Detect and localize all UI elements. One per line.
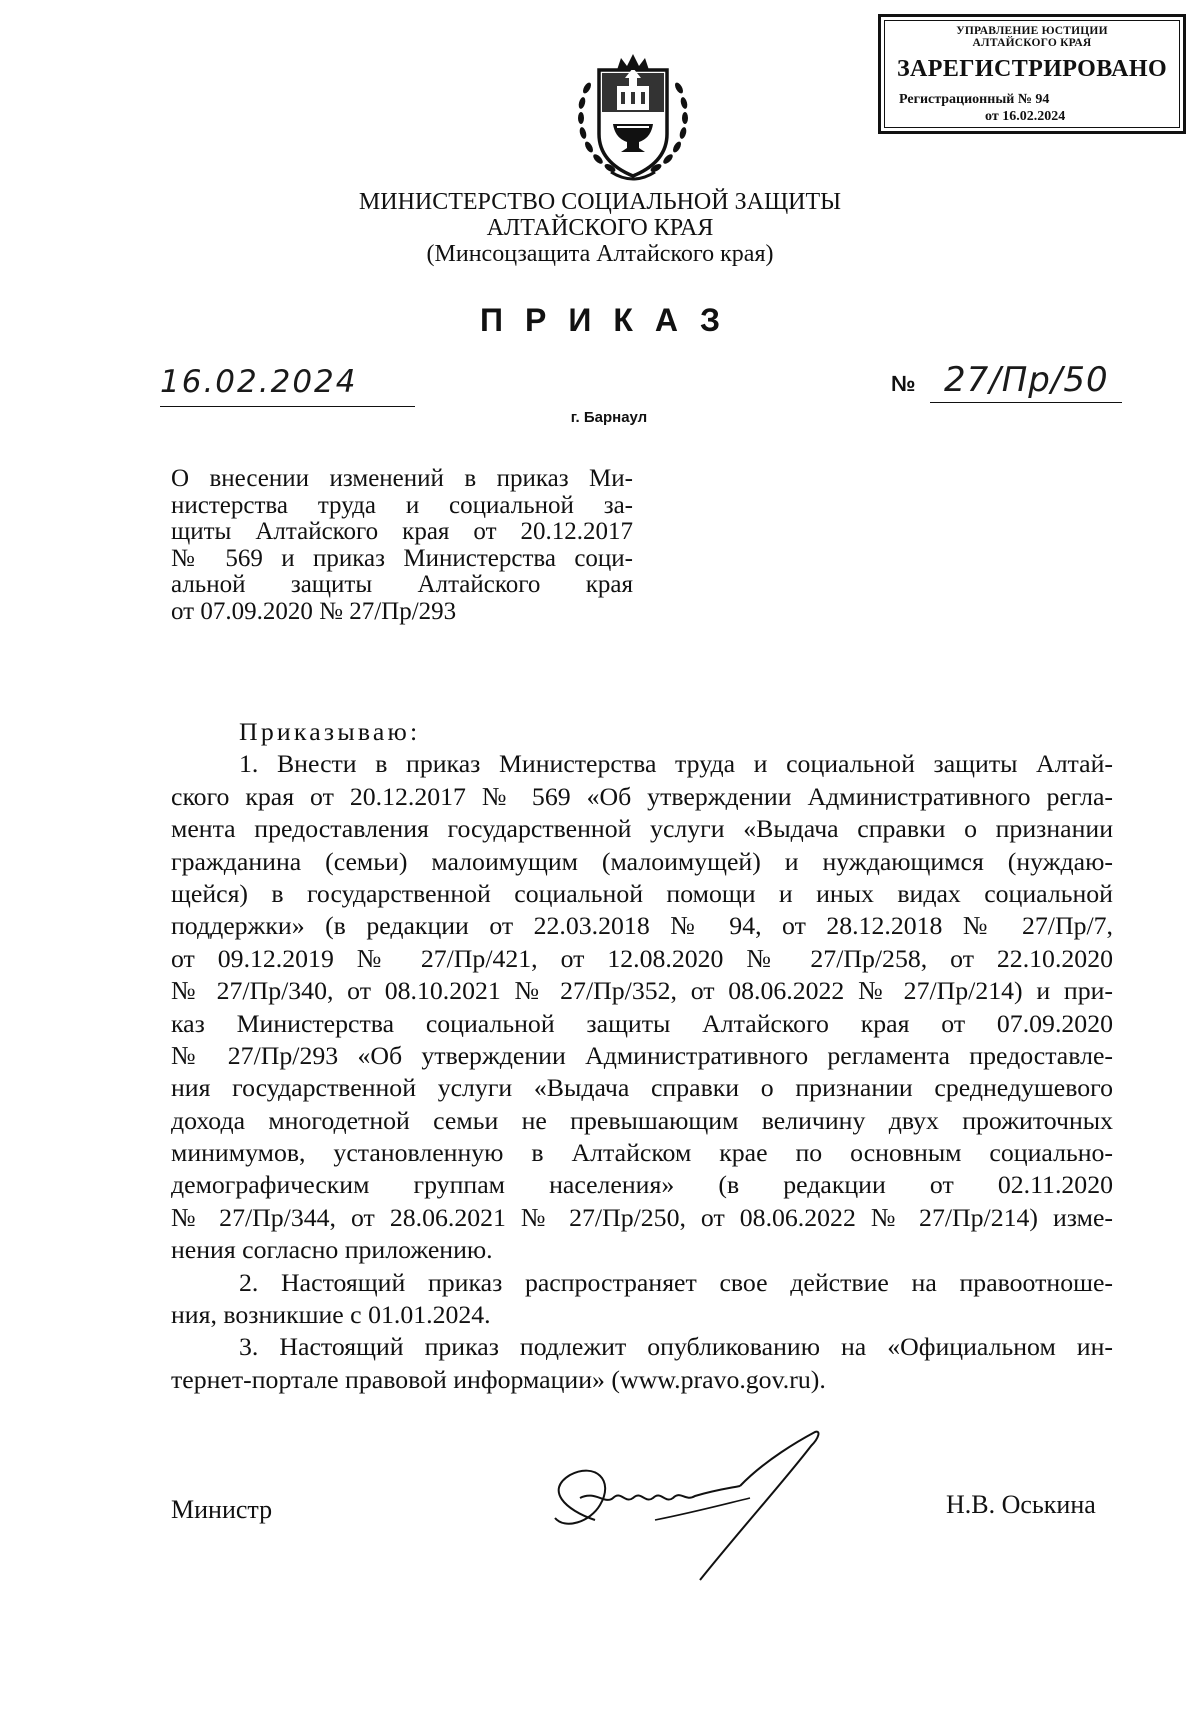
stamp-org-line1: УПРАВЛЕНИЕ ЮСТИЦИИ [956, 25, 1108, 37]
date-underline [160, 406, 415, 407]
document-type-title: ПРИКАЗ [479, 302, 743, 338]
document-subject [171, 466, 633, 625]
signer-position: Министр [171, 1495, 273, 1524]
ministry-name-line1: МИНИСТЕРСТВО СОЦИАЛЬНОЙ ЗАЩИТЫ [358, 189, 842, 215]
body-line: 2. Настоящий приказ распространяет свое действие на правоотноше- [239, 1267, 1113, 1297]
subject-line: № 569 и приказ Министерства соци- [171, 544, 633, 572]
document-body [171, 716, 1113, 1396]
body-line: от 09.12.2019 № 27/Пр/421, от 12.08.2020 № 27/Пр/258, от 22.10.2020 [171, 943, 1113, 973]
body-line: гражданина (семьи) малоимущим (малоимущей) и нуждающимся (нуждаю- [171, 846, 1113, 876]
number-underline [930, 402, 1122, 403]
body-line: № 27/Пр/340, от 08.10.2021 № 27/Пр/352, от 08.06.2022 № 27/Пр/214) и при- [171, 976, 1113, 1006]
number-sign: № [891, 371, 916, 396]
registration-stamp [878, 14, 1186, 134]
stamp-inner-frame [884, 20, 1180, 128]
body-line: 1. Внести в приказ Министерства труда и социальной защиты Алтай- [239, 749, 1113, 779]
subject-line: щиты Алтайского края от 20.12.2017 [171, 518, 633, 545]
body-line: 3. Настоящий приказ подлежит опубликованию на «Официальном ин- [239, 1332, 1113, 1362]
handwritten-signature-icon [525, 1420, 855, 1590]
document-number: 27/Пр/50 [944, 360, 1109, 400]
subject-line: О внесении изменений в приказ Ми- [171, 465, 633, 492]
body-line: каз Министерства социальной защиты Алтайского края от 07.09.2020 [171, 1008, 1113, 1038]
body-line: мента предоставления государственной услуги «Выдача справки о признании [171, 814, 1113, 844]
stamp-reg-number: Регистрационный № 94 [899, 92, 1050, 107]
stamp-reg-date: от 16.02.2024 [985, 109, 1066, 124]
stamp-organization [885, 25, 1179, 49]
subject-line: от 07.09.2020 № 27/Пр/293 [171, 597, 457, 625]
stamp-org-line2: АЛТАЙСКОГО КРАЯ [972, 37, 1092, 49]
body-line: поддержки» (в редакции от 22.03.2018 № 94, от 28.12.2018 № 27/Пр/7, [171, 911, 1113, 941]
body-line: минимумов, установленную в Алтайском крае по основным социально- [171, 1138, 1113, 1168]
subject-line: нистерства труда и социальной за- [171, 491, 633, 519]
body-line: ния, возникшие с 01.01.2024. [171, 1300, 491, 1330]
altai-krai-coat-of-arms-icon [573, 48, 693, 190]
body-line: № 27/Пр/344, от 28.06.2021 № 27/Пр/250, от 08.06.2022 № 27/Пр/214) изме- [171, 1202, 1113, 1232]
ministry-name-line2: АЛТАЙСКОГО КРАЯ [486, 215, 714, 241]
body-line: щейся) в государственной социальной помощи и иных видах социальной [171, 878, 1113, 908]
body-line: тернет-портале правовой информации» (www.pravo.gov.ru). [171, 1364, 826, 1394]
body-line: № 27/Пр/293 «Об утверждении Административного регламента предоставле- [171, 1040, 1113, 1070]
subject-line: альной защиты Алтайского края [171, 571, 633, 598]
body-line: ского края от 20.12.2017 № 569 «Об утверждении Административного регла- [171, 781, 1113, 811]
ministry-short-name: (Минсоцзащита Алтайского края) [426, 241, 774, 267]
body-line: демографическим группам населения» (в редакции от 02.11.2020 [171, 1170, 1113, 1200]
body-line: ния государственной услуги «Выдача справки о признании среднедушевого [171, 1073, 1113, 1103]
body-line: нения согласно приложению. [171, 1235, 493, 1265]
city-name: г. Барнаул [570, 409, 648, 426]
body-line: дохода многодетной семьи не превышающим величину двух прожиточных [171, 1105, 1113, 1135]
signer-name: Н.В. Оськина [946, 1490, 1096, 1519]
document-date: 16.02.2024 [160, 364, 358, 400]
stamp-status: ЗАРЕГИСТРИРОВАНО [896, 56, 1168, 82]
body-opening: Приказываю: [239, 717, 421, 746]
